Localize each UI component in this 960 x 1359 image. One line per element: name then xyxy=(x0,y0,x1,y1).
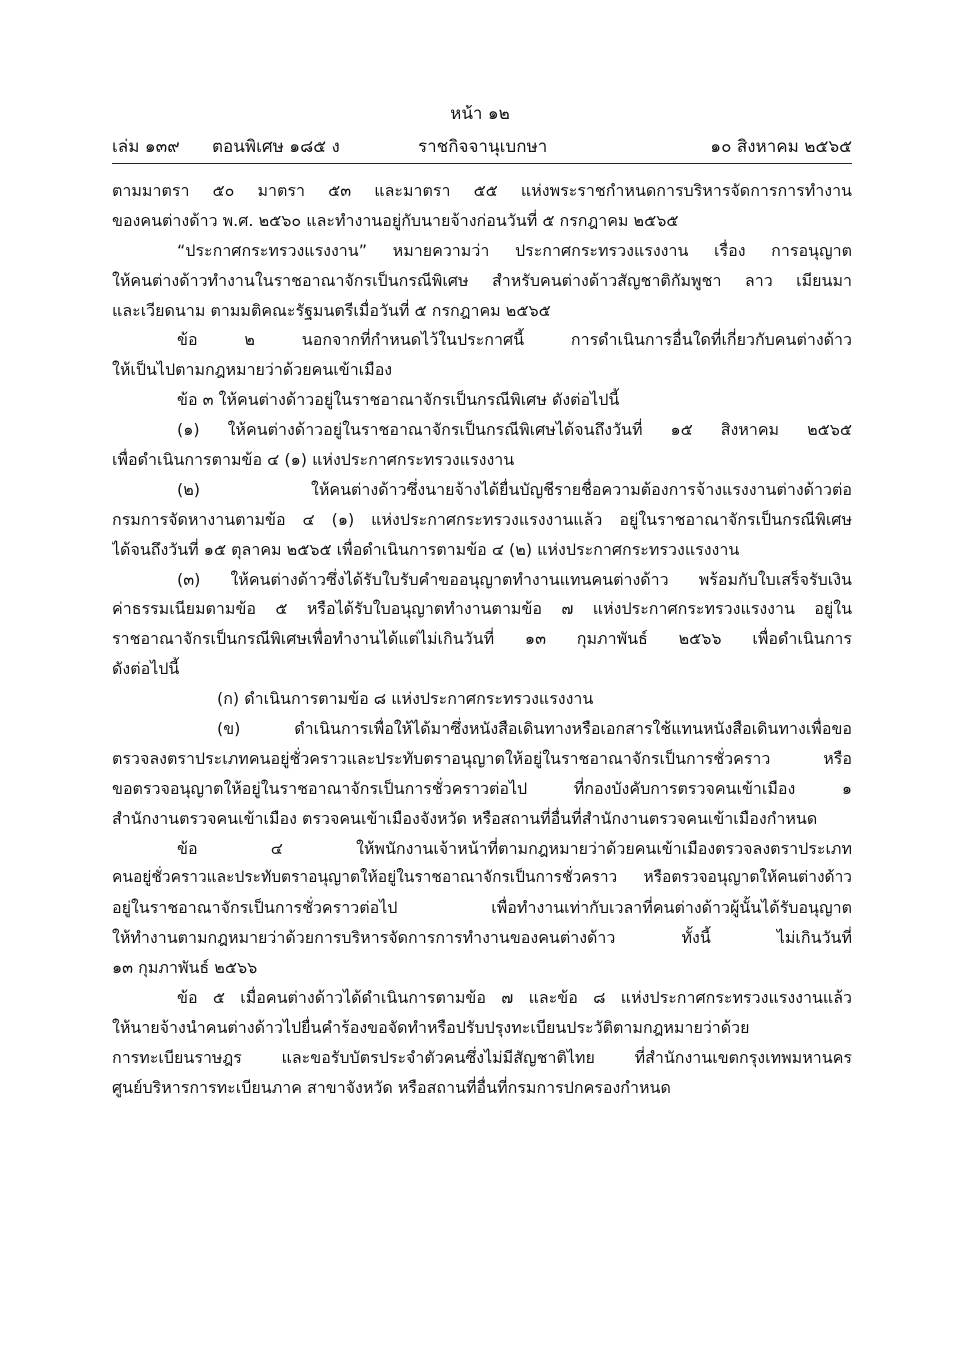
text-line: ๑๓ กุมภาพันธ์ ๒๕๖๖ xyxy=(112,958,258,978)
text-line: คนอยู่ชั่วคราวและประทับตราอนุญาตให้อยู่ในราชอาณาจักรเป็นการชั่วคราว หรือตรวจอนุญาตให้คนต่างด้าว xyxy=(112,868,852,887)
text-line: ได้จนถึงวันที่ ๑๕ ตุลาคม ๒๕๖๕ เพื่อดำเนินการตามข้อ ๔ (๒) แห่งประกาศกระทรวงแรงงาน xyxy=(112,539,740,559)
text-line: (๒) ให้คนต่างด้าวซึ่งนายจ้างได้ยื่นบัญชีรายชื่อความต้องการจ้างแรงงานต่างด้าวต่อ xyxy=(177,479,852,499)
text-line: ค่าธรรมเนียมตามข้อ ๕ หรือได้รับใบอนุญาตทำงานตามข้อ ๗ แห่งประกาศกระทรวงแรงงาน อยู่ใน xyxy=(112,599,852,619)
text-line: ข้อ ๒ นอกจากที่กำหนดไว้ในประกาศนี้ การดำเนินการอื่นใดที่เกี่ยวกับคนต่างด้าว xyxy=(177,330,852,350)
text-line: อยู่ในราชอาณาจักรเป็นการชั่วคราวต่อไป เพื่อทำงานเท่ากับเวลาที่คนต่างด้าวผู้นั้นได้รับอนุญาต xyxy=(112,898,852,918)
text-line: ดังต่อไปนี้ xyxy=(112,659,180,679)
volume-label: เล่ม ๑๓๙ xyxy=(112,137,180,157)
publication-title: ราชกิจจานุเบกษา xyxy=(418,137,548,157)
issue-label: ตอนพิเศษ ๑๘๕ ง xyxy=(212,137,340,157)
gazette-header xyxy=(112,133,852,159)
text-line: ศูนย์บริหารการทะเบียนภาค สาขาจังหวัด หรือสถานที่อื่นที่กรมการปกครองกำหนด xyxy=(112,1077,671,1097)
page-number: หน้า ๑๒ xyxy=(450,104,510,124)
text-line: ข้อ ๕ เมื่อคนต่างด้าวได้ดำเนินการตามข้อ ๗ และข้อ ๘ แห่งประกาศกระทรวงแรงงานแล้ว xyxy=(177,988,852,1008)
text-line: สำนักงานตรวจคนเข้าเมือง ตรวจคนเข้าเมืองจังหวัด หรือสถานที่อื่นที่สำนักงานตรวจคนเข้าเมืองกำหนด xyxy=(112,808,818,828)
text-line: ตรวจลงตราประเภทคนอยู่ชั่วคราวและประทับตราอนุญาตให้อยู่ในราชอาณาจักรเป็นการชั่วคราว หรือ xyxy=(112,748,852,768)
publication-date: ๑๐ สิงหาคม ๒๕๖๕ xyxy=(710,137,852,157)
text-line: “ประกาศกระทรวงแรงงาน” หมายความว่า ประกาศกระทรวงแรงงาน เรื่อง การอนุญาต xyxy=(177,240,852,260)
text-line: การทะเบียนราษฎร และขอรับบัตรประจำตัวคนซึ่งไม่มีสัญชาติไทย ที่สำนักงานเขตกรุงเทพมหานคร xyxy=(112,1047,852,1067)
text-line: (๓) ให้คนต่างด้าวซึ่งได้รับใบรับคำขออนุญาตทำงานแทนคนต่างด้าว พร้อมกับใบเสร็จรับเงิน xyxy=(177,569,852,589)
text-line: ข้อ ๔ ให้พนักงานเจ้าหน้าที่ตามกฎหมายว่าด้วยคนเข้าเมืองตรวจลงตราประเภท xyxy=(177,838,852,858)
text-line: (๑) ให้คนต่างด้าวอยู่ในราชอาณาจักรเป็นกรณีพิเศษได้จนถึงวันที่ ๑๕ สิงหาคม ๒๕๖๕ xyxy=(177,420,852,440)
text-line: ให้ทำงานตามกฎหมายว่าด้วยการบริหารจัดการการทำงานของคนต่างด้าว ทั้งนี้ ไม่เกินวันที่ xyxy=(112,928,852,948)
text-line: ให้เป็นไปตามกฎหมายว่าด้วยคนเข้าเมือง xyxy=(112,360,393,380)
text-line: กรมการจัดหางานตามข้อ ๔ (๑) แห่งประกาศกระทรวงแรงงานแล้ว อยู่ในราชอาณาจักรเป็นกรณีพิเศษ xyxy=(112,509,852,529)
text-line: (ข) ดำเนินการเพื่อให้ได้มาซึ่งหนังสือเดินทางหรือเอกสารใช้แทนหนังสือเดินทางเพื่อขอ xyxy=(217,719,852,739)
text-line: ราชอาณาจักรเป็นกรณีพิเศษเพื่อทำงานได้แต่ไม่เกินวันที่ ๑๓ กุมภาพันธ์ ๒๕๖๖ เพื่อดำเนินการ xyxy=(112,629,852,649)
document-body xyxy=(112,176,852,1103)
text-line: ตามมาตรา ๕๐ มาตรา ๕๓ และมาตรา ๕๕ แห่งพระราชกำหนดการบริหารจัดการการทำงาน xyxy=(112,181,852,200)
header-divider xyxy=(112,163,852,164)
text-line: เพื่อดำเนินการตามข้อ ๔ (๑) แห่งประกาศกระทรวงแรงงาน xyxy=(112,450,515,470)
text-line: ให้คนต่างด้าวทำงานในราชอาณาจักรเป็นกรณีพิเศษ สำหรับคนต่างด้าวสัญชาติกัมพูชา ลาว เมียนมา xyxy=(112,270,852,290)
text-line: ให้นายจ้างนำคนต่างด้าวไปยื่นคำร้องขอจัดทำหรือปรับปรุงทะเบียนประวัติตามกฎหมายว่าด้วย xyxy=(112,1017,750,1037)
text-line: และเวียดนาม ตามมติคณะรัฐมนตรีเมื่อวันที่ ๕ กรกฎาคม ๒๕๖๕ xyxy=(112,300,551,320)
text-line: ของคนต่างด้าว พ.ศ. ๒๕๖๐ และทำงานอยู่กับนายจ้างก่อนวันที่ ๕ กรกฎาคม ๒๕๖๕ xyxy=(112,210,679,230)
text-line: ข้อ ๓ ให้คนต่างด้าวอยู่ในราชอาณาจักรเป็นกรณีพิเศษ ดังต่อไปนี้ xyxy=(177,390,620,410)
text-line: ขอตรวจอนุญาตให้อยู่ในราชอาณาจักรเป็นการชั่วคราวต่อไป ที่กองบังคับการตรวจคนเข้าเมือง ๑ xyxy=(112,778,852,798)
text-line: (ก) ดำเนินการตามข้อ ๘ แห่งประกาศกระทรวงแรงงาน xyxy=(217,689,594,709)
